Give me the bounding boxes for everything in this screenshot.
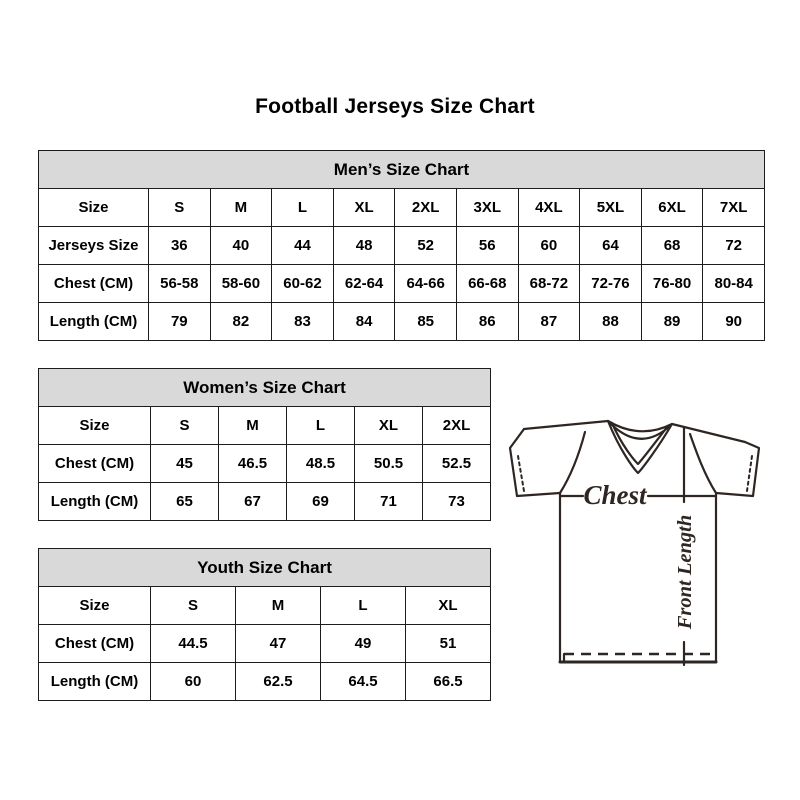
- value-cell: 71: [355, 483, 423, 521]
- value-cell: 6XL: [641, 189, 703, 227]
- value-cell: 2XL: [395, 189, 457, 227]
- value-cell: 83: [272, 303, 334, 341]
- value-cell: 56-58: [149, 265, 211, 303]
- jersey-right-cuff-stitch-line: [747, 456, 752, 491]
- row-label-cell: Jerseys Size: [39, 227, 149, 265]
- value-cell: 4XL: [518, 189, 580, 227]
- value-cell: 62-64: [333, 265, 395, 303]
- jersey-left-shoulder-line: [524, 421, 608, 429]
- youth-size-table: [38, 548, 491, 701]
- womens-size-row: [39, 407, 491, 445]
- value-cell: 89: [641, 303, 703, 341]
- womens-length-row: [39, 483, 491, 521]
- row-label-cell: Size: [39, 587, 151, 625]
- row-label-cell: Length (CM): [39, 303, 149, 341]
- row-label-cell: Size: [39, 189, 149, 227]
- womens-table-title: Women’s Size Chart: [39, 369, 491, 407]
- value-cell: 7XL: [703, 189, 765, 227]
- value-cell: 82: [210, 303, 272, 341]
- value-cell: 68: [641, 227, 703, 265]
- chest-label: Chest: [583, 480, 647, 510]
- value-cell: L: [287, 407, 355, 445]
- page-title: Football Jerseys Size Chart: [255, 95, 535, 118]
- value-cell: 80-84: [703, 265, 765, 303]
- value-cell: 50.5: [355, 445, 423, 483]
- value-cell: 44.5: [151, 625, 236, 663]
- value-cell: 88: [580, 303, 642, 341]
- value-cell: L: [321, 587, 406, 625]
- youth-table-title: Youth Size Chart: [39, 549, 491, 587]
- value-cell: 2XL: [423, 407, 491, 445]
- value-cell: XL: [333, 189, 395, 227]
- value-cell: 64.5: [321, 663, 406, 701]
- value-cell: 65: [151, 483, 219, 521]
- value-cell: XL: [355, 407, 423, 445]
- womens-chest-row: [39, 445, 491, 483]
- row-label-cell: Chest (CM): [39, 625, 151, 663]
- row-label-cell: Length (CM): [39, 663, 151, 701]
- value-cell: M: [236, 587, 321, 625]
- jersey-diagram: [500, 396, 776, 676]
- value-cell: 48.5: [287, 445, 355, 483]
- youth-table-header-row: [39, 549, 491, 587]
- youth-chest-row: [39, 625, 491, 663]
- front-length-label: Front Length: [674, 514, 696, 630]
- value-cell: 86: [456, 303, 518, 341]
- mens-table-header-row: [39, 151, 765, 189]
- value-cell: 40: [210, 227, 272, 265]
- value-cell: 44: [272, 227, 334, 265]
- value-cell: S: [151, 407, 219, 445]
- value-cell: 64-66: [395, 265, 457, 303]
- mens-length-row: [39, 303, 765, 341]
- value-cell: XL: [406, 587, 491, 625]
- value-cell: 3XL: [456, 189, 518, 227]
- value-cell: 62.5: [236, 663, 321, 701]
- row-label-cell: Size: [39, 407, 151, 445]
- value-cell: 48: [333, 227, 395, 265]
- mens-table-title: Men’s Size Chart: [39, 151, 765, 189]
- value-cell: 47: [236, 625, 321, 663]
- value-cell: L: [272, 189, 334, 227]
- mens-jerseys-size-row: [39, 227, 765, 265]
- value-cell: S: [149, 189, 211, 227]
- jersey-left-sleeve-outline: [510, 429, 560, 496]
- value-cell: S: [151, 587, 236, 625]
- womens-size-table: [38, 368, 491, 521]
- jersey-left-armhole-seam: [560, 432, 585, 493]
- row-label-cell: Chest (CM): [39, 445, 151, 483]
- row-label-cell: Chest (CM): [39, 265, 149, 303]
- value-cell: 72-76: [580, 265, 642, 303]
- value-cell: 72: [703, 227, 765, 265]
- value-cell: 66.5: [406, 663, 491, 701]
- womens-table-header-row: [39, 369, 491, 407]
- value-cell: 64: [580, 227, 642, 265]
- value-cell: 49: [321, 625, 406, 663]
- value-cell: 85: [395, 303, 457, 341]
- youth-length-row: [39, 663, 491, 701]
- value-cell: 60: [518, 227, 580, 265]
- mens-chest-row: [39, 265, 765, 303]
- mens-size-row: [39, 189, 765, 227]
- jersey-right-armhole-seam: [690, 434, 716, 493]
- value-cell: M: [210, 189, 272, 227]
- value-cell: 60-62: [272, 265, 334, 303]
- youth-size-row: [39, 587, 491, 625]
- value-cell: 76-80: [641, 265, 703, 303]
- value-cell: 36: [149, 227, 211, 265]
- mens-size-table: [38, 150, 765, 341]
- value-cell: 5XL: [580, 189, 642, 227]
- value-cell: 73: [423, 483, 491, 521]
- value-cell: 58-60: [210, 265, 272, 303]
- value-cell: 67: [219, 483, 287, 521]
- value-cell: 79: [149, 303, 211, 341]
- value-cell: 52: [395, 227, 457, 265]
- value-cell: 60: [151, 663, 236, 701]
- value-cell: 52.5: [423, 445, 491, 483]
- value-cell: 90: [703, 303, 765, 341]
- value-cell: 66-68: [456, 265, 518, 303]
- value-cell: 69: [287, 483, 355, 521]
- jersey-right-sleeve-outline: [716, 442, 759, 496]
- value-cell: M: [219, 407, 287, 445]
- value-cell: 84: [333, 303, 395, 341]
- value-cell: 87: [518, 303, 580, 341]
- value-cell: 45: [151, 445, 219, 483]
- value-cell: 46.5: [219, 445, 287, 483]
- value-cell: 56: [456, 227, 518, 265]
- jersey-left-cuff-stitch-line: [518, 456, 524, 491]
- value-cell: 68-72: [518, 265, 580, 303]
- value-cell: 51: [406, 625, 491, 663]
- row-label-cell: Length (CM): [39, 483, 151, 521]
